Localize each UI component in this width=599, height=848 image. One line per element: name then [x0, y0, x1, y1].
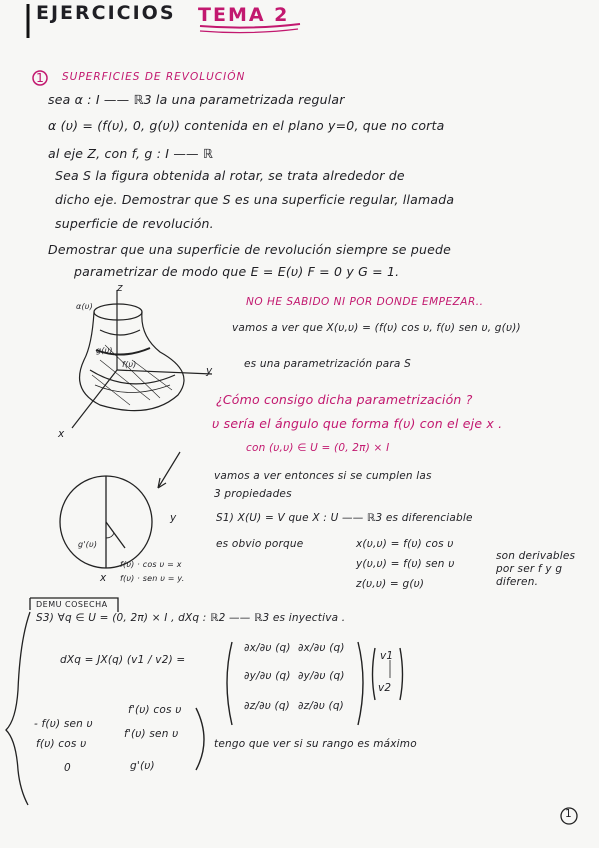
note-pink-angle: υ sería el ángulo que forma f(υ) con el eje x .: [212, 416, 503, 431]
matrix-entry-21: ∂y/∂υ (q): [244, 670, 291, 682]
jacobian-22: f'(υ) sen υ: [124, 728, 179, 740]
jacobian-12: f'(υ) cos υ: [128, 704, 182, 716]
s3-dxq: dXq = JX(q) (v1 / v2) =: [60, 654, 186, 666]
statement-line-7: Demostrar que una superficie de revolución siempre se puede: [48, 242, 452, 257]
note-pink-question: ¿Cómo consigo dicha parametrización ?: [216, 392, 473, 407]
page-number: 1: [565, 808, 572, 820]
jacobian-matrix-brackets: [227, 642, 403, 725]
matrix-entry-32: ∂z/∂υ (q): [298, 700, 344, 712]
tema-heading: TEMA 2: [198, 4, 290, 26]
vector-v1: v1: [380, 650, 394, 662]
figure-label-g: g(υ): [96, 346, 113, 355]
s3-tag: DEMU COSECHA: [36, 600, 108, 609]
statement-line-8: parametrizar de modo que E = E(υ) F = 0 y G = 1.: [74, 264, 400, 279]
statement-line-3: al eje Z, con f, g : I —— ℝ: [48, 146, 214, 161]
note-three-properties: 3 propiedades: [214, 488, 292, 500]
circle-top-view: [60, 476, 152, 568]
jacobian-32: g'(υ): [130, 760, 155, 772]
figure-label-y: y: [206, 365, 213, 377]
circle-label-x: x: [100, 572, 107, 584]
note-parametrization-2: es una parametrización para S: [244, 358, 411, 370]
s3-statement: S3) ∀q ∈ U = (0, 2π) × I , dXq : ℝ2 —— ℝ3 es inyectiva .: [36, 612, 346, 624]
matrix-entry-31: ∂z/∂υ (q): [244, 700, 290, 712]
matrix-entry-11: ∂x/∂υ (q): [244, 642, 291, 654]
arrow-line: [158, 452, 180, 488]
statement-line-1: sea α : I —— ℝ3 la una parametrizada regular: [48, 92, 345, 107]
statement-line-6: superficie de revolución.: [55, 216, 214, 231]
s1-eq-x: x(υ,υ) = f(υ) cos υ: [356, 538, 454, 550]
revolution-surface-sketch: [72, 290, 212, 428]
note-parametrization: vamos a ver que X(υ,υ) = (f(υ) cos υ, f(υ) sen υ, g(υ)): [232, 322, 521, 334]
circle-label-g: g'(υ): [78, 540, 98, 549]
jacobian-31: 0: [64, 762, 71, 774]
jacobian-11: - f(υ) sen υ: [34, 718, 93, 730]
s1-eq-y: y(υ,υ) = f(υ) sen υ: [356, 558, 455, 570]
circle-eq-cos: f(υ) · cos υ = x: [120, 560, 182, 569]
s3-brace: [6, 598, 118, 805]
circle-label-y: y: [170, 512, 177, 524]
note-pink-domain: con (υ,υ) ∈ U = (0, 2π) × I: [246, 442, 390, 454]
vector-v2: v2: [378, 682, 392, 694]
statement-line-2: α (υ) = (f(υ), 0, g(υ)) contenida en el plano y=0, que no corta: [48, 118, 445, 133]
note-check-properties: vamos a ver entonces si se cumplen las: [214, 470, 432, 482]
s1-obvious: es obvio porque: [216, 538, 304, 550]
matrix-entry-12: ∂x/∂υ (q): [298, 642, 345, 654]
figure-label-f: f(υ): [122, 360, 137, 369]
worksheet-title: EJERCICIOS: [36, 2, 176, 24]
jacobian-21: f(υ) cos υ: [36, 738, 87, 750]
figure-label-alpha: α(υ): [76, 302, 93, 311]
tema-underline-2: [200, 29, 298, 33]
note-pink-no-idea: NO HE SABIDO NI POR DONDE EMPEZAR..: [246, 296, 484, 308]
section-number: 1: [36, 70, 45, 85]
s1-eq-z: z(υ,υ) = g(υ): [356, 578, 425, 590]
rank-conclusion: tengo que ver si su rango es máximo: [214, 738, 417, 750]
figure-label-z: z: [117, 282, 123, 294]
statement-line-5: dicho eje. Demostrar que S es una superficie regular, llamada: [55, 192, 455, 207]
statement-line-4: Sea S la figura obtenida al rotar, se trata alrededor de: [55, 168, 405, 183]
second-matrix-bracket: [196, 708, 204, 770]
matrix-entry-22: ∂y/∂υ (q): [298, 670, 345, 682]
section-heading: SUPERFICIES DE REVOLUCIÓN: [62, 71, 246, 83]
figure-label-x: x: [58, 428, 65, 440]
s1-derivable-note: son derivables por ser f y g diferen.: [496, 550, 576, 588]
s1-statement: S1) X(U) = V que X : U —— ℝ3 es diferenciable: [216, 512, 473, 524]
circle-eq-sen: f(υ) · sen υ = y.: [120, 574, 185, 583]
